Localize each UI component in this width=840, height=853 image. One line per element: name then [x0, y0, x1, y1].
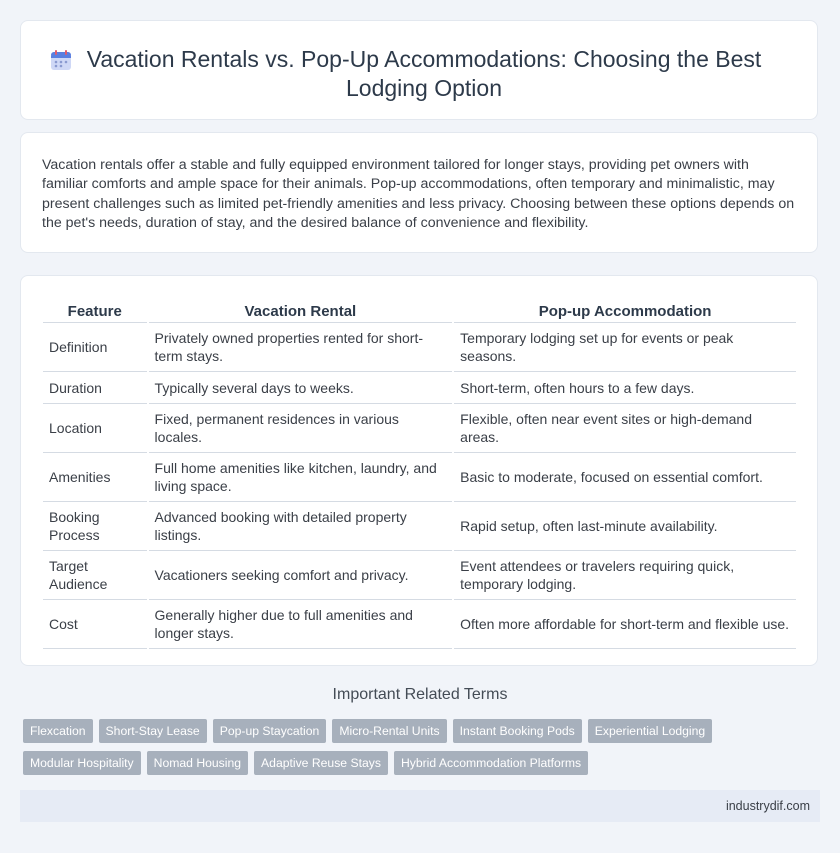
header-vacation-rental: Vacation Rental [149, 294, 453, 323]
tag-nomad-housing[interactable]: Nomad Housing [147, 751, 248, 775]
row-popup-accommodation: Flexible, often near event sites or high-demand areas. [454, 404, 796, 453]
row-popup-accommodation: Event attendees or travelers requiring quick, temporary lodging. [454, 551, 796, 600]
row-feature: Location [43, 404, 147, 453]
footer [20, 790, 820, 822]
row-feature: Amenities [43, 453, 147, 502]
row-popup-accommodation: Often more affordable for short-term and flexible use. [454, 600, 796, 649]
table-header-row [43, 294, 796, 323]
tag-popup-staycation[interactable]: Pop-up Staycation [213, 719, 327, 743]
related-terms-heading: Important Related Terms [332, 686, 508, 703]
table-row [43, 372, 796, 404]
tag-short-stay-lease[interactable]: Short-Stay Lease [99, 719, 207, 743]
related-terms-list [23, 719, 823, 783]
tag-hybrid-accommodation-platforms[interactable]: Hybrid Accommodation Platforms [394, 751, 588, 775]
row-popup-accommodation: Temporary lodging set up for events or peak seasons. [454, 323, 796, 372]
comparison-card [20, 275, 818, 666]
row-popup-accommodation: Rapid setup, often last-minute availability. [454, 502, 796, 551]
tag-flexcation[interactable]: Flexcation [23, 719, 93, 743]
table-row [43, 323, 796, 372]
header-popup-accommodation: Pop-up Accommodation [454, 294, 796, 323]
header-feature: Feature [43, 294, 147, 323]
page-title: Vacation Rentals vs. Pop-Up Accommodations: Choosing the Best Lodging Option [86, 46, 762, 101]
row-feature: Cost [43, 600, 147, 649]
row-popup-accommodation: Basic to moderate, focused on essential comfort. [454, 453, 796, 502]
intro-card [20, 132, 818, 253]
row-vacation-rental: Advanced booking with detailed property listings. [149, 502, 453, 551]
table-row [43, 600, 796, 649]
row-popup-accommodation: Short-term, often hours to a few days. [454, 372, 796, 404]
row-vacation-rental: Typically several days to weeks. [149, 372, 453, 404]
row-feature: Definition [43, 323, 147, 372]
tag-instant-booking-pods[interactable]: Instant Booking Pods [453, 719, 582, 743]
row-vacation-rental: Generally higher due to full amenities and longer stays. [149, 600, 453, 649]
row-vacation-rental: Vacationers seeking comfort and privacy. [149, 551, 453, 600]
comparison-table [41, 294, 798, 649]
row-feature: Booking Process [43, 502, 147, 551]
tag-adaptive-reuse-stays[interactable]: Adaptive Reuse Stays [254, 751, 388, 775]
table-row [43, 404, 796, 453]
row-vacation-rental: Privately owned properties rented for short-term stays. [149, 323, 453, 372]
footer-site-link[interactable]: industrydif.com [725, 799, 810, 813]
table-row [43, 502, 796, 551]
row-vacation-rental: Full home amenities like kitchen, laundry, and living space. [149, 453, 453, 502]
table-row [43, 453, 796, 502]
header-card [20, 20, 818, 120]
table-row [43, 551, 796, 600]
tag-modular-hospitality[interactable]: Modular Hospitality [23, 751, 141, 775]
row-feature: Duration [43, 372, 147, 404]
row-feature: Target Audience [43, 551, 147, 600]
tag-micro-rental-units[interactable]: Micro-Rental Units [332, 719, 446, 743]
intro-paragraph: Vacation rentals offer a stable and fully equipped environment tailored for longer stays, providing pet owners with familiar comforts and ample space for their animals. Pop-up accommodations, often temporary and minimalistic, may present challenges such as limited pet-friendly amenities and less privacy. Choosing between these options depends on the pet's needs, duration of stay, and the desired balance of convenience and flexibility. [42, 157, 795, 232]
tag-experiential-lodging[interactable]: Experiential Lodging [588, 719, 712, 743]
row-vacation-rental: Fixed, permanent residences in various locales. [149, 404, 453, 453]
